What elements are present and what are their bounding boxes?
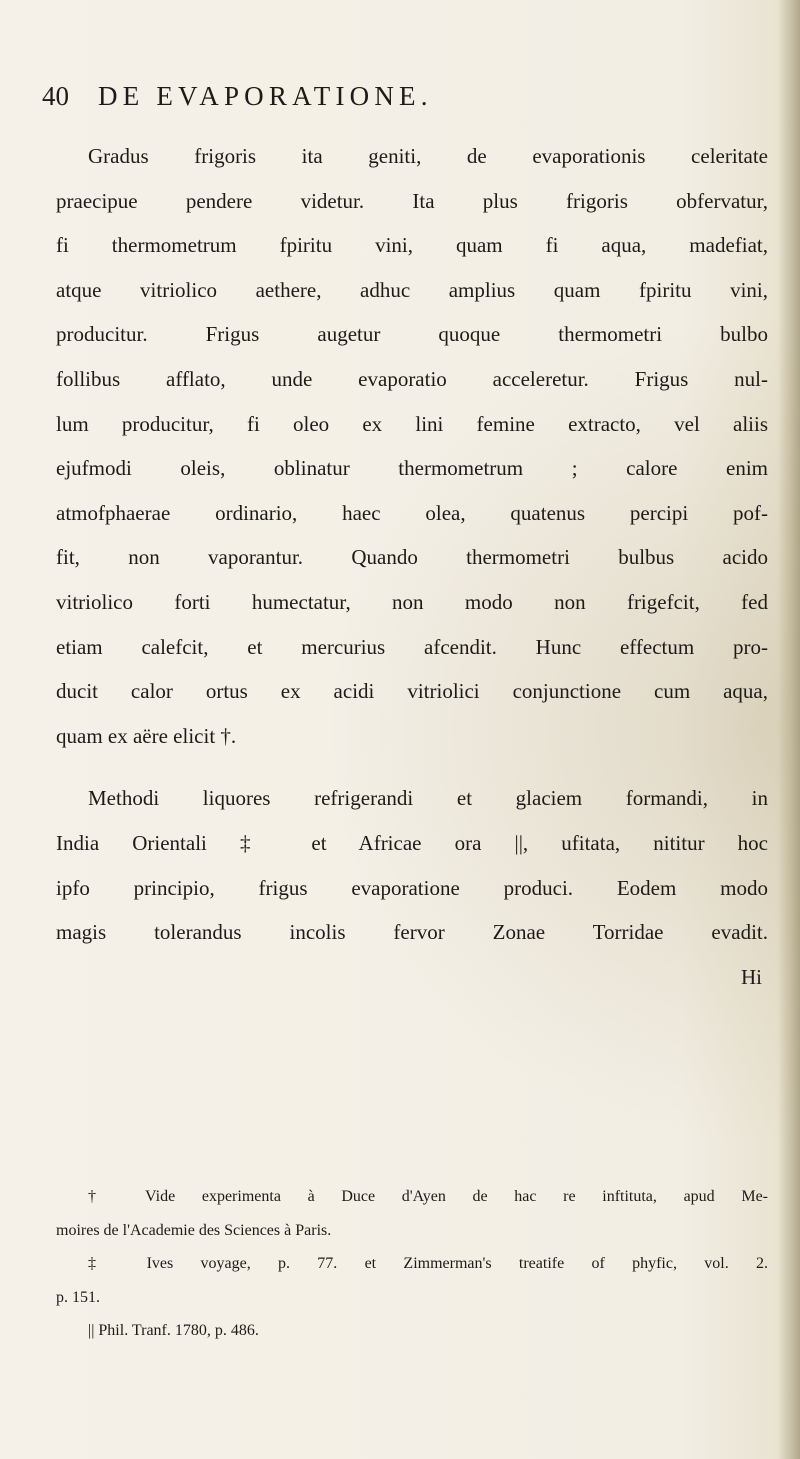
text-line: quam ex aëre elicit †. [56,723,237,748]
page-edge-shadow [778,0,800,1459]
footnote-line: || Phil. Tranf. 1780, p. 486. [88,1322,259,1339]
text-line: magis tolerandus incolis fervor Zonae Torridae evadit. [56,920,768,945]
footnote-line: ‡ Ives voyage, p. 77. et Zimmerman's treatife of phyfic, vol. 2. [88,1255,768,1272]
body-text [56,134,768,999]
text-line: etiam calefcit, et mercurius afcendit. Hunc effectum pro- [56,634,768,659]
footnotes [56,1180,768,1348]
text-line: India Orientali ‡ et Africae ora ||, ufitata, nititur hoc [56,830,768,855]
text-line: atmofphaerae ordinario, haec olea, quatenus percipi pof- [56,500,768,525]
text-line: producitur. Frigus augetur quoque thermometri bulbo [56,322,768,347]
text-line: ipfo principio, frigus evaporatione produci. Eodem modo [56,875,768,900]
text-line: ejufmodi oleis, oblinatur thermometrum ; calore enim [56,456,768,481]
text-line: fit, non vaporantur. Quando thermometri bulbus acido [56,545,768,570]
text-line: lum producitur, fi oleo ex lini femine extracto, vel aliis [56,411,768,436]
text-line: vitriolico forti humectatur, non modo non frigefcit, fed [56,589,768,614]
catchword: Hi [741,964,762,989]
text-line: praecipue pendere videtur. Ita plus frigoris obfervatur, [56,188,768,213]
text-line: atque vitriolico aethere, adhuc amplius quam fpiritu vini, [56,277,768,302]
page-header [42,78,742,114]
page-number: 40 [42,81,69,111]
text-line: follibus afflato, unde evaporatio acceleretur. Frigus nul- [56,366,768,391]
text-line: Methodi liquores refrigerandi et glaciem formandi, in [88,786,768,811]
text-line: ducit calor ortus ex acidi vitriolici conjunctione cum aqua, [56,679,768,704]
running-title: DE EVAPORATIONE. [98,81,433,111]
footnote-line: p. 151. [56,1288,100,1306]
footnote-line: † Vide experimenta à Duce d'Ayen de hac re inftituta, apud Me- [88,1188,768,1205]
text-line: Gradus frigoris ita geniti, de evaporationis celeritate [88,144,768,168]
footnote-line: moires de l'Academie des Sciences à Paris. [56,1221,332,1239]
text-line: fi thermometrum fpiritu vini, quam fi aqua, madefiat, [56,233,768,258]
